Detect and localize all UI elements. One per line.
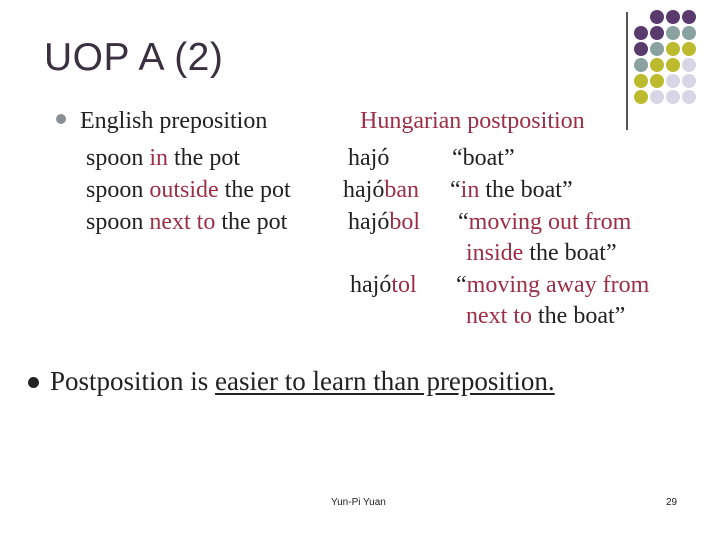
gloss-pre: “ — [456, 272, 467, 298]
gloss-pre: “ — [450, 177, 461, 203]
english-row — [86, 146, 240, 170]
gloss-post: the boat” — [479, 177, 573, 203]
decorative-dot — [666, 74, 680, 88]
decorative-dot — [634, 26, 648, 40]
english-row-highlight: in — [149, 145, 169, 171]
english-row — [86, 210, 287, 234]
english-row-pre: spoon — [86, 209, 150, 235]
english-row-pre: spoon — [86, 177, 150, 203]
hungarian-suffix: tol — [391, 272, 417, 298]
hungarian-gloss — [458, 210, 631, 234]
decorative-dot — [634, 42, 648, 56]
decorative-dot — [666, 42, 680, 56]
page-number: 29 — [666, 497, 678, 508]
decorative-dot — [682, 26, 696, 40]
gloss-highlight: moving out from — [468, 209, 632, 235]
english-row-pre: spoon — [86, 145, 150, 171]
conclusion-text — [50, 368, 555, 395]
english-row-highlight: outside — [149, 177, 219, 203]
english-row-post: the pot — [218, 177, 291, 203]
english-row-highlight: next to — [149, 209, 216, 235]
hungarian-word — [348, 146, 389, 170]
english-row-post: the pot — [168, 145, 241, 171]
divider-line — [626, 12, 628, 130]
conclusion-pre: Postposition is — [50, 366, 216, 396]
hungarian-stem: hajó — [350, 272, 392, 298]
decorative-dot — [634, 58, 648, 72]
hungarian-word — [343, 178, 419, 202]
gloss-pre: “ — [458, 209, 469, 235]
hungarian-stem: hajó — [348, 145, 390, 171]
gloss-pre: “boat” — [452, 145, 515, 171]
decorative-dot — [650, 90, 664, 104]
decorative-dot — [666, 90, 680, 104]
decorative-dot — [682, 74, 696, 88]
decorative-dot — [666, 58, 680, 72]
bullet-icon — [28, 377, 39, 388]
hungarian-header: Hungarian postposition — [360, 108, 585, 134]
english-row — [86, 178, 291, 202]
hungarian-word — [348, 210, 420, 234]
decorative-dot — [682, 58, 696, 72]
gloss-post: the boat” — [523, 240, 617, 266]
decorative-dot — [682, 90, 696, 104]
decorative-dot — [634, 74, 648, 88]
decorative-dot — [650, 26, 664, 40]
decorative-dot — [682, 10, 696, 24]
decorative-dot — [634, 90, 648, 104]
decorative-dot — [650, 42, 664, 56]
hungarian-gloss — [456, 273, 649, 297]
hungarian-gloss-line2 — [466, 241, 617, 265]
conclusion-underlined: easier to learn than preposition. — [215, 366, 555, 396]
english-row-post: the pot — [215, 209, 288, 235]
hungarian-word — [350, 273, 417, 297]
decorative-dot — [666, 10, 680, 24]
gloss-post: the boat” — [532, 303, 626, 329]
decorative-dot — [650, 74, 664, 88]
bullet-icon — [56, 114, 66, 124]
hungarian-gloss — [450, 178, 573, 202]
decorative-dot — [666, 26, 680, 40]
hungarian-stem: hajó — [348, 209, 390, 235]
gloss-highlight: next to — [466, 303, 532, 329]
english-header: English preposition — [80, 108, 268, 134]
gloss-highlight: moving away from — [466, 272, 650, 298]
decorative-dot — [682, 42, 696, 56]
hungarian-suffix: ban — [384, 177, 419, 203]
hungarian-gloss — [452, 146, 515, 170]
footer-author: Yun-Pi Yuan — [331, 497, 386, 508]
decorative-dot — [650, 58, 664, 72]
gloss-highlight: in — [460, 177, 480, 203]
gloss-highlight: inside — [466, 240, 524, 266]
hungarian-suffix: bol — [389, 209, 420, 235]
hungarian-gloss-line2 — [466, 304, 625, 328]
decorative-dot — [650, 10, 664, 24]
slide-title: UOP A (2) — [44, 36, 224, 79]
hungarian-stem: hajó — [343, 177, 385, 203]
